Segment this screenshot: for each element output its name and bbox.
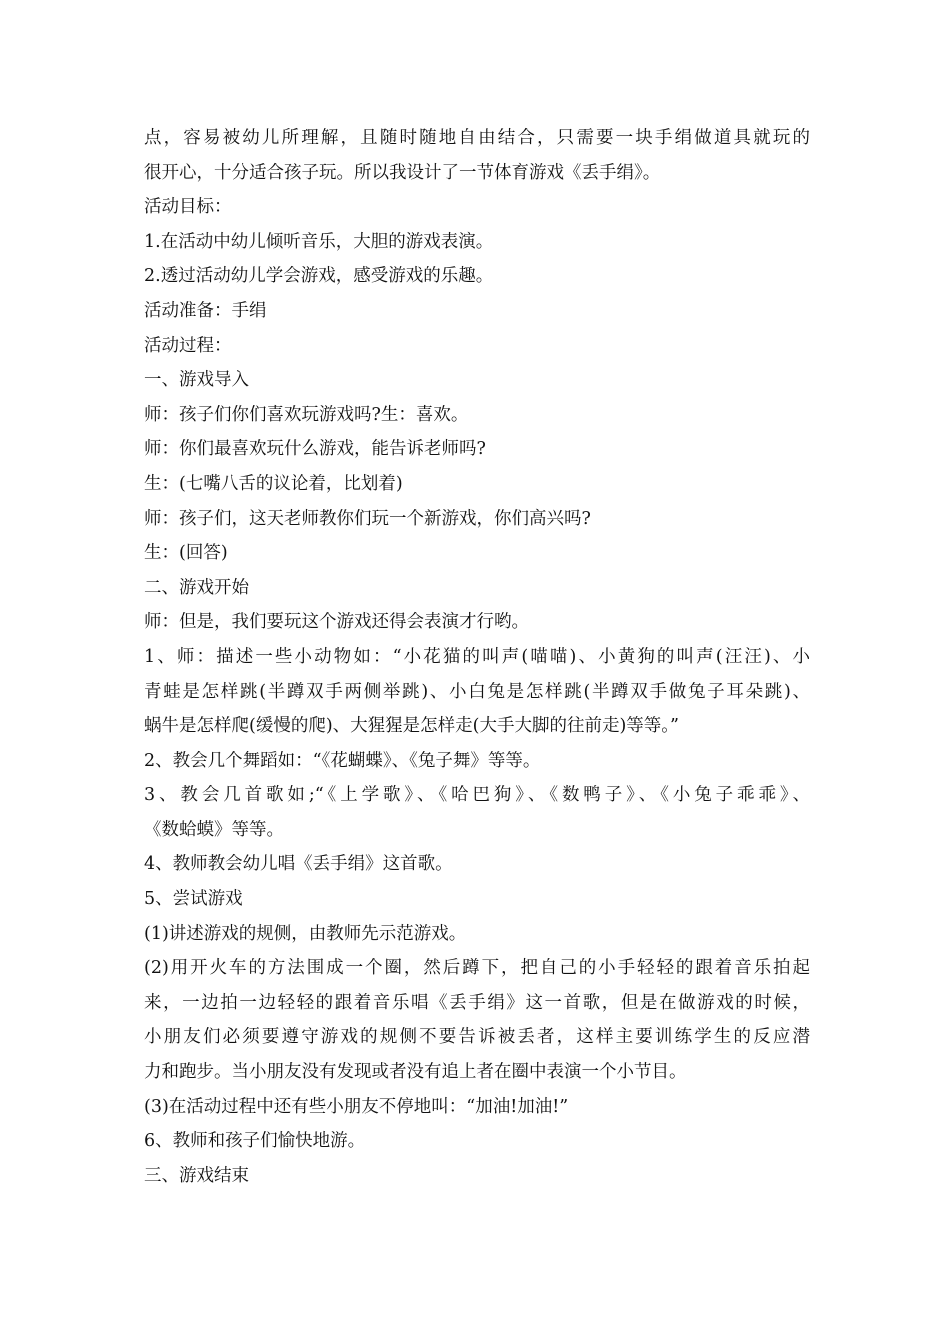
text-line: 1、师：描述一些小动物如：“小花猫的叫声(喵喵)、小黄狗的叫声(汪汪)、小 xyxy=(144,646,810,667)
text-line: 师：但是，我们要玩这个游戏还得会表演才行哟。 xyxy=(144,612,529,633)
text-line: 小朋友们必须要遵守游戏的规侧不要告诉被丢者，这样主要训练学生的反应潜 xyxy=(144,1027,810,1048)
text-line: 4、教师教会幼儿唱《丢手绢》这首歌。 xyxy=(144,854,453,875)
text-line: 一、游戏导入 xyxy=(144,370,249,391)
text-line: 师：孩子们你们喜欢玩游戏吗?生：喜欢。 xyxy=(144,404,469,425)
text-line: 生：(回答) xyxy=(144,543,228,564)
text-line: 《数蛤蟆》等等。 xyxy=(144,819,284,840)
text-line: (3)在活动过程中还有些小朋友不停地叫：“加油!加油!” xyxy=(144,1096,569,1117)
text-line: 师：你们最喜欢玩什么游戏，能告诉老师吗? xyxy=(144,439,486,460)
text-line: 生：(七嘴八舌的议论着，比划着) xyxy=(144,473,403,494)
text-line: 2.透过活动幼儿学会游戏，感受游戏的乐趣。 xyxy=(144,266,494,287)
text-line: 三、游戏结束 xyxy=(144,1165,249,1186)
text-line: 活动过程： xyxy=(144,335,232,356)
text-line: (1)讲述游戏的规侧，由教师先示范游戏。 xyxy=(144,923,467,944)
text-line: 很开心，十分适合孩子玩。所以我设计了一节体育游戏《丢手绢》。 xyxy=(144,162,661,183)
document-body xyxy=(144,121,810,1193)
text-line: 1.在活动中幼儿倾听音乐，大胆的游戏表演。 xyxy=(144,231,494,252)
text-line: 力和跑步。当小朋友没有发现或者没有追上者在圈中表演一个小节目。 xyxy=(144,1062,687,1083)
text-line: 5、尝试游戏 xyxy=(144,889,243,910)
text-line: (2)用开火车的方法围成一个圈，然后蹲下，把自己的小手轻轻的跟着音乐拍起 xyxy=(144,958,810,979)
text-line: 3、教会几首歌如;“《上学歌》、《哈巴狗》、《数鸭子》、《小兔子乖乖》、 xyxy=(144,785,810,806)
text-line: 二、游戏开始 xyxy=(144,577,249,598)
text-line: 6、教师和孩子们愉快地游。 xyxy=(144,1131,366,1152)
text-line: 来，一边拍一边轻轻的跟着音乐唱《丢手绢》这一首歌，但是在做游戏的时候， xyxy=(144,992,810,1013)
text-line: 2、教会几个舞蹈如：“《花蝴蝶》、《兔子舞》等等。 xyxy=(144,750,541,771)
text-line: 点，容易被幼儿所理解，且随时随地自由结合，只需要一块手绢做道具就玩的 xyxy=(144,128,810,148)
text-line: 青蛙是怎样跳(半蹲双手两侧举跳)、小白兔是怎样跳(半蹲双手做兔子耳朵跳)、 xyxy=(144,681,810,702)
text-line: 活动目标： xyxy=(144,197,232,218)
text-line: 师：孩子们，这天老师教你们玩一个新游戏，你们高兴吗? xyxy=(144,508,591,529)
text-line: 活动准备：手绢 xyxy=(144,300,267,321)
text-line: 蜗牛是怎样爬(缓慢的爬)、大猩猩是怎样走(大手大脚的往前走)等等。” xyxy=(144,716,680,737)
